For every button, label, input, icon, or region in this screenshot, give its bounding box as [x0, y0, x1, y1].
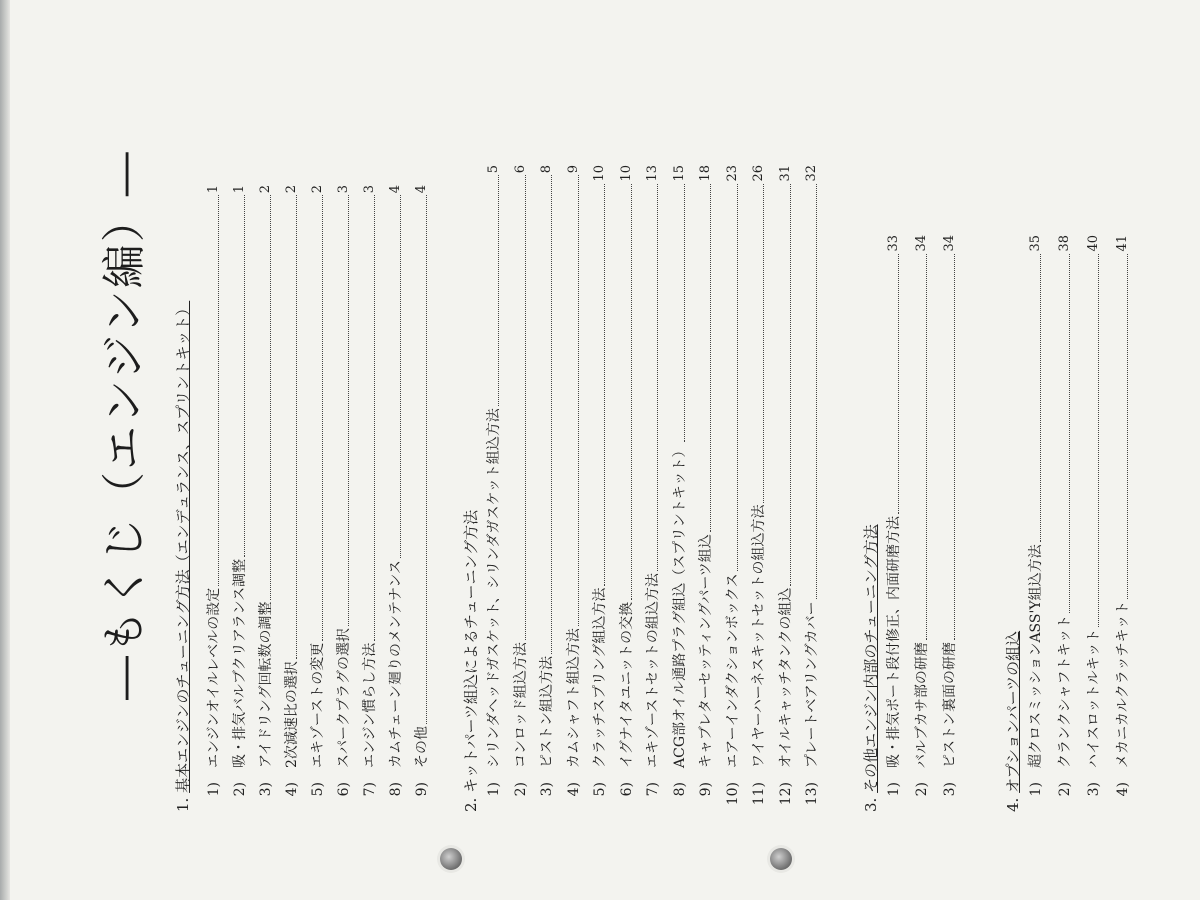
toc-entry: [533, 165, 555, 812]
entry-page-number: 23: [724, 165, 740, 182]
section-title: キットパーツ組込によるチューニング方法: [462, 509, 480, 793]
toc-entry: [936, 235, 958, 812]
dot-leader: [897, 254, 899, 514]
entry-page-number: 31: [777, 165, 793, 182]
entry-page-number: 38: [1057, 235, 1072, 252]
entry-number: 6): [336, 782, 352, 797]
entry-page-number: 34: [914, 235, 929, 252]
entry-number: 2): [1057, 782, 1073, 797]
dot-leader: [709, 184, 711, 533]
entry-label: カムシャフト組込方法: [565, 628, 582, 768]
toc-entry: [692, 165, 714, 812]
toc-entry: [880, 235, 902, 812]
toc-entry: [330, 185, 352, 812]
dot-leader: [347, 195, 349, 626]
entry-label: ピストン組込方法: [539, 656, 555, 768]
dot-leader: [925, 254, 927, 641]
entry-label: オイルキャッチタンクの組込: [777, 587, 794, 768]
section-heading: [1002, 631, 1023, 812]
toc-entry: [1109, 235, 1131, 812]
dot-leader: [736, 184, 738, 572]
entry-label: スパークプラグの選択: [336, 628, 352, 768]
entry-page-number: 26: [751, 165, 766, 182]
entry-label: ピストン裏面の研磨: [942, 642, 958, 768]
dot-leader: [1126, 254, 1128, 599]
entry-label: プレートベアリングカバー: [804, 601, 820, 768]
document-title: ―もくじ（エンジン編）―: [99, 150, 150, 700]
dot-leader: [497, 175, 499, 406]
entry-page-number: 4: [414, 185, 429, 194]
entry-label: クランクシャフトキット: [1057, 614, 1073, 768]
entry-number: 9): [698, 782, 714, 797]
entry-number: 2): [914, 782, 930, 797]
entry-label: シリンダヘッドガスケット、シリンダガスケット組込方法: [486, 408, 502, 768]
entry-number: 5): [310, 782, 326, 797]
entry-label: カムチェーン廻りのメンテナンス: [388, 560, 404, 768]
entry-label: コンロッド組込方法: [512, 642, 529, 768]
entry-number: 10): [724, 782, 741, 806]
entry-label: エキゾーストセットの組込方法: [645, 573, 661, 768]
entry-number: 3): [1086, 782, 1102, 797]
entry-page-number: 8: [539, 165, 554, 174]
entry-page-number: 6: [512, 165, 528, 174]
dot-leader: [550, 175, 552, 654]
entry-page-number: 1: [206, 185, 221, 194]
entry-number: 4): [1115, 782, 1131, 797]
dot-leader: [243, 195, 245, 557]
toc-entry: [745, 165, 767, 812]
toc-entry: [480, 165, 502, 812]
entry-label: エンジンオイルレベルの設定: [206, 587, 222, 768]
entry-number: 9): [414, 782, 430, 797]
section-title: 基本エンジンのチューニング方法（エンデュランス、スプリントキット）: [174, 300, 192, 793]
entry-label: ACG部オイル通路プラグ組込（スプリントキット）: [671, 443, 688, 768]
entry-page-number: 1: [232, 185, 247, 194]
toc-entry: [1051, 235, 1073, 812]
entry-page-number: 2: [258, 185, 273, 194]
entry-number: 4): [565, 782, 582, 797]
toc-entry: [908, 235, 930, 812]
entry-page-number: 10: [618, 165, 634, 182]
toc-entry: [382, 185, 404, 812]
entry-number: 11): [751, 782, 767, 806]
entry-page-number: 2: [310, 185, 325, 194]
dot-leader: [577, 175, 579, 626]
section-title: オプションパーツの組込: [1004, 630, 1022, 793]
entry-page-number: 40: [1086, 235, 1101, 252]
entry-number: 1): [206, 782, 222, 797]
dot-leader: [789, 184, 791, 586]
entry-label: バルブカサ部の研磨: [914, 642, 930, 768]
entry-number: 7): [645, 782, 661, 797]
toc-entry: [798, 165, 820, 812]
entry-page-number: 34: [942, 235, 957, 252]
entry-number: 2): [512, 782, 529, 797]
dot-leader: [425, 195, 427, 724]
entry-number: 8): [671, 782, 688, 797]
section-number: 2.: [462, 792, 480, 812]
toc-entry: [586, 165, 608, 812]
entry-number: 7): [362, 782, 378, 797]
entry-label: エンジン慣らし方法: [362, 642, 378, 768]
entry-number: 3): [539, 782, 555, 797]
toc-entry: [304, 185, 326, 812]
dot-leader: [1039, 254, 1041, 543]
toc-entry: [278, 185, 300, 812]
dot-leader: [373, 195, 375, 640]
dot-leader: [269, 195, 271, 599]
entry-number: 5): [592, 782, 608, 797]
dot-leader: [399, 195, 401, 558]
toc-entry: [408, 185, 430, 812]
toc-entry: [560, 165, 582, 812]
entry-page-number: 35: [1028, 235, 1043, 252]
dot-leader: [630, 184, 632, 600]
entry-label: ワイヤーハーネスキットセットの組込方法: [751, 504, 767, 768]
dot-leader: [524, 175, 526, 640]
entry-page-number: 9: [565, 165, 581, 174]
entry-label: 吸・排気バルブクリアランス調整: [232, 558, 248, 768]
dot-leader: [1068, 254, 1070, 613]
dot-leader: [295, 195, 297, 659]
entry-page-number: 5: [486, 165, 501, 174]
entry-page-number: 33: [886, 235, 901, 252]
entry-label: その他: [414, 726, 430, 768]
entry-label: ハイスロットルキット: [1086, 628, 1102, 768]
section-number: 3.: [862, 792, 880, 812]
entry-number: 13): [804, 782, 820, 806]
entry-label: 2次減速比の選択: [284, 661, 300, 768]
entry-page-number: 32: [804, 165, 819, 182]
toc-entry: [666, 165, 688, 812]
dot-leader: [656, 184, 658, 572]
entry-page-number: 10: [592, 165, 607, 182]
entry-number: 3): [942, 782, 958, 797]
entry-page-number: 4: [388, 185, 403, 194]
entry-label: メカニカルクラッチキット: [1115, 600, 1131, 768]
entry-label: アイドリング回転数の調整: [258, 601, 274, 768]
toc-entry: [252, 185, 274, 812]
toc-entry: [507, 165, 529, 812]
entry-label: 超クロスミッションASS'Y組込方法: [1028, 544, 1044, 768]
section-number: 1.: [174, 792, 192, 812]
section-heading: [172, 301, 193, 812]
toc-entry: [772, 165, 794, 812]
entry-page-number: 13: [645, 165, 660, 182]
section-heading: [460, 510, 481, 812]
entry-number: 6): [618, 782, 635, 797]
toc-entry: [1080, 235, 1102, 812]
entry-number: 4): [284, 782, 300, 797]
toc-entry: [200, 185, 222, 812]
toc-entry: [613, 165, 635, 812]
toc-entry: [356, 185, 378, 812]
dot-leader: [321, 195, 323, 640]
section-number: 4.: [1004, 792, 1022, 812]
entry-page-number: 2: [284, 185, 299, 194]
dot-leader: [603, 184, 605, 586]
toc-entry: [226, 185, 248, 812]
entry-number: 1): [886, 782, 902, 797]
dot-leader: [815, 184, 817, 600]
entry-label: クラッチスプリング組込方法: [592, 587, 608, 768]
entry-number: 2): [232, 782, 248, 797]
dot-leader: [953, 254, 955, 640]
entry-number: 12): [777, 782, 794, 806]
toc-entry: [719, 165, 741, 812]
entry-label: キャブレターセッティングパーツ組込: [698, 534, 714, 768]
section-heading: [860, 524, 881, 812]
entry-label: 吸・排気ポート段付修正、内面研磨方法: [886, 516, 902, 768]
section-title: その他エンジン内部のチューニング方法: [862, 524, 880, 793]
entry-page-number: 15: [671, 165, 687, 182]
entry-page-number: 3: [362, 185, 377, 194]
entry-page-number: 41: [1115, 235, 1130, 252]
entry-label: エキゾーストの変更: [310, 642, 326, 768]
entry-number: 1): [1028, 782, 1044, 797]
entry-label: イグナイタユニットの交換: [618, 601, 635, 768]
dot-leader: [762, 184, 764, 503]
entry-number: 3): [258, 782, 274, 797]
dot-leader: [1097, 254, 1099, 627]
toc-entry: [639, 165, 661, 812]
entry-label: エアーインダクションボックス: [724, 573, 741, 768]
dot-leader: [683, 184, 685, 442]
dot-leader: [217, 195, 219, 585]
entry-number: 1): [486, 782, 502, 797]
entry-page-number: 3: [336, 185, 351, 194]
toc-entry: [1022, 235, 1044, 812]
entry-page-number: 18: [698, 165, 713, 182]
entry-number: 8): [388, 782, 404, 797]
